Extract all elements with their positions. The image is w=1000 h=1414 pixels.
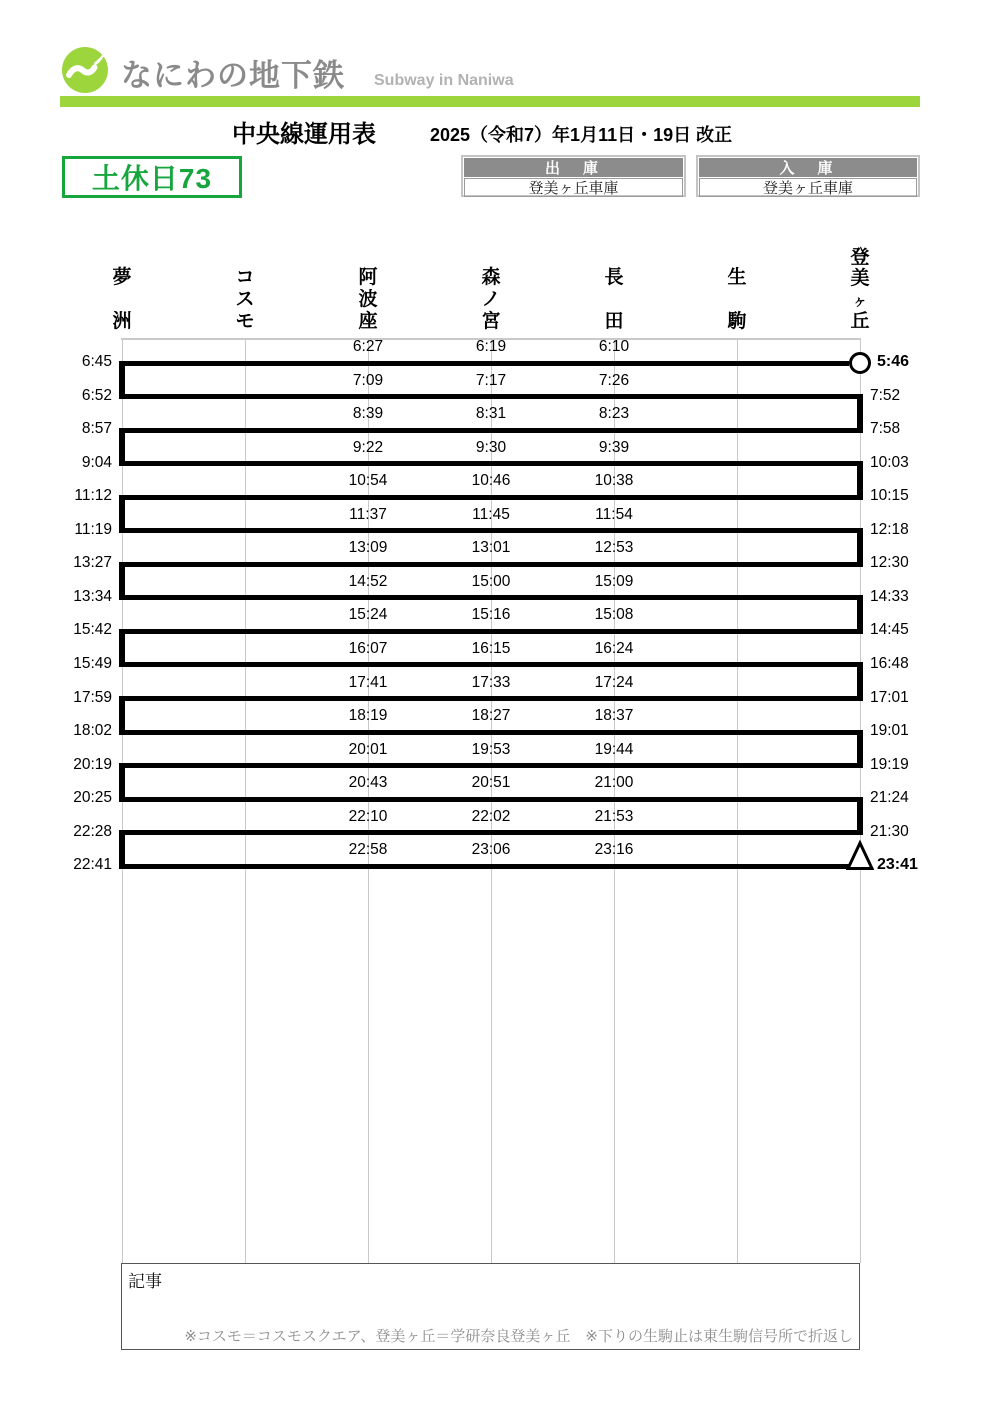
mid-time-label: 9:39 bbox=[598, 438, 630, 456]
left-time-label: 20:19 bbox=[73, 755, 112, 773]
right-time-label: 14:45 bbox=[870, 621, 909, 639]
station-label-char: 宮 bbox=[481, 311, 501, 332]
notes-box bbox=[121, 1263, 860, 1350]
notes-footnote: ※コスモ＝コスモスクエア、登美ヶ丘＝学研奈良登美ヶ丘 ※下りの生駒止は東生駒信号所で折返し bbox=[184, 1328, 853, 1345]
mid-time-label: 17:33 bbox=[471, 673, 511, 691]
turnback-connector bbox=[119, 562, 125, 601]
depot-in-header: 入 庫 bbox=[699, 158, 917, 177]
mid-time-label: 9:22 bbox=[352, 438, 384, 456]
right-time-label: 19:01 bbox=[870, 722, 909, 740]
station-label-char: ス bbox=[235, 289, 255, 310]
turnback-connector bbox=[857, 528, 863, 567]
run-bar bbox=[119, 361, 849, 366]
right-time-label: 10:15 bbox=[870, 487, 909, 505]
left-time-label: 11:19 bbox=[74, 520, 112, 538]
mid-time-label: 6:27 bbox=[352, 338, 384, 355]
turnback-connector bbox=[857, 461, 863, 500]
run-bar bbox=[119, 662, 863, 667]
run-bar bbox=[119, 763, 863, 768]
left-time-label: 8:57 bbox=[81, 420, 112, 438]
left-time-label: 22:41 bbox=[73, 856, 112, 874]
mid-time-label: 22:02 bbox=[471, 807, 511, 825]
station-label bbox=[481, 268, 500, 332]
station-label bbox=[358, 268, 377, 332]
run-bar bbox=[119, 797, 863, 802]
left-time-label: 11:12 bbox=[74, 487, 112, 505]
mid-time-label: 15:00 bbox=[471, 572, 511, 590]
mid-time-label: 7:26 bbox=[598, 371, 630, 389]
mid-time-label: 15:16 bbox=[471, 606, 511, 624]
mid-time-label: 9:30 bbox=[475, 438, 507, 456]
station-label-char: 美 bbox=[850, 268, 870, 290]
run-bar bbox=[119, 730, 863, 735]
turnback-connector bbox=[857, 662, 863, 701]
turnback-connector bbox=[857, 730, 863, 769]
mid-time-label: 14:52 bbox=[348, 572, 388, 590]
mid-time-label: 18:19 bbox=[348, 707, 388, 725]
station-label-char: 田 bbox=[604, 311, 624, 332]
station-label-char: 森 bbox=[481, 267, 501, 288]
mid-time-label: 19:44 bbox=[594, 740, 634, 758]
left-time-label: 13:34 bbox=[73, 587, 112, 605]
turnback-connector bbox=[857, 595, 863, 634]
left-time-label: 20:25 bbox=[73, 789, 112, 807]
mid-time-label: 19:53 bbox=[471, 740, 511, 758]
depot-out-circle-symbol bbox=[849, 352, 871, 374]
turnback-connector bbox=[119, 696, 125, 735]
left-time-label: 6:52 bbox=[81, 386, 112, 404]
mid-time-label: 21:00 bbox=[594, 774, 634, 792]
mid-time-label: 15:24 bbox=[348, 606, 388, 624]
run-bar bbox=[119, 864, 849, 869]
mid-time-label: 13:01 bbox=[471, 539, 511, 557]
mid-time-label: 10:54 bbox=[348, 472, 388, 490]
brand-name: なにわの地下鉄 bbox=[121, 58, 345, 93]
right-time-label: 21:24 bbox=[870, 789, 909, 807]
right-time-label: 17:01 bbox=[870, 688, 909, 706]
depot-out-header: 出 庫 bbox=[464, 158, 683, 177]
mid-time-label: 22:58 bbox=[348, 841, 388, 859]
station-label-char: 長 bbox=[604, 267, 624, 288]
run-bar bbox=[119, 629, 863, 634]
mid-time-label: 11:45 bbox=[472, 505, 510, 523]
mid-time-label: 17:24 bbox=[594, 673, 634, 691]
station-label-char: ヶ bbox=[852, 292, 867, 309]
left-time-label: 6:45 bbox=[81, 353, 112, 370]
right-time-label: 5:46 bbox=[877, 353, 910, 370]
turnback-connector bbox=[119, 361, 125, 400]
mid-time-label: 7:09 bbox=[352, 371, 384, 389]
right-time-label: 21:30 bbox=[870, 822, 909, 840]
mid-time-label: 8:39 bbox=[352, 405, 384, 423]
mid-time-label: 16:07 bbox=[348, 639, 388, 657]
depot-in-value: 登美ヶ丘車庫 bbox=[699, 178, 917, 197]
turnback-connector bbox=[857, 797, 863, 836]
station-label-char: 生 bbox=[727, 267, 747, 288]
left-time-label: 15:49 bbox=[73, 654, 112, 672]
mid-time-label: 8:31 bbox=[475, 405, 507, 423]
mid-time-label: 20:51 bbox=[471, 774, 511, 792]
notes-label: 記事 bbox=[128, 1272, 162, 1291]
brand-subtitle: Subway in Naniwa bbox=[374, 72, 514, 89]
station-label-char: 阿 bbox=[358, 267, 378, 288]
run-bar bbox=[119, 830, 863, 835]
left-time-label: 9:04 bbox=[81, 453, 112, 471]
station-label bbox=[112, 268, 131, 332]
mid-time-label: 18:37 bbox=[594, 707, 634, 725]
turnback-connector bbox=[119, 495, 125, 534]
duty-number-badge: 土休日73 bbox=[62, 156, 242, 198]
run-bar bbox=[119, 562, 863, 567]
mid-time-label: 12:53 bbox=[594, 539, 634, 557]
left-time-label: 22:28 bbox=[73, 822, 112, 840]
run-bar bbox=[119, 394, 863, 399]
mid-time-label: 20:43 bbox=[348, 774, 388, 792]
mid-time-label: 17:41 bbox=[348, 673, 388, 691]
mid-time-label: 11:54 bbox=[595, 505, 633, 523]
left-time-label: 15:42 bbox=[73, 621, 112, 639]
turnback-connector bbox=[119, 763, 125, 802]
station-label-char: 夢 bbox=[112, 267, 132, 288]
turnback-connector bbox=[119, 428, 125, 467]
mid-time-label: 11:37 bbox=[349, 505, 387, 523]
mid-time-label: 10:46 bbox=[471, 472, 511, 490]
depot-out-value: 登美ヶ丘車庫 bbox=[464, 178, 683, 197]
station-label bbox=[727, 268, 746, 332]
mid-time-label: 16:15 bbox=[471, 639, 511, 657]
station-label bbox=[604, 268, 623, 332]
left-time-label: 13:27 bbox=[73, 554, 112, 572]
mid-time-label: 6:10 bbox=[598, 338, 630, 355]
mid-time-label: 6:19 bbox=[475, 338, 507, 355]
mid-time-label: 13:09 bbox=[348, 539, 388, 557]
station-label-char: 丘 bbox=[850, 310, 870, 332]
mid-time-label: 18:27 bbox=[471, 707, 511, 725]
mid-time-label: 15:09 bbox=[594, 572, 634, 590]
mid-time-label: 21:53 bbox=[594, 807, 634, 825]
right-time-label: 10:03 bbox=[870, 453, 909, 471]
right-time-label: 14:33 bbox=[870, 587, 909, 605]
right-time-label: 19:19 bbox=[870, 755, 909, 773]
station-label-char: モ bbox=[235, 311, 255, 332]
mid-time-label: 23:06 bbox=[471, 841, 511, 859]
station-label-char: 洲 bbox=[112, 311, 132, 332]
station-label bbox=[850, 248, 869, 332]
station-label-char: コ bbox=[235, 267, 255, 288]
mid-time-label: 22:10 bbox=[348, 807, 388, 825]
turnback-connector bbox=[857, 394, 863, 433]
mid-time-label: 16:24 bbox=[594, 639, 634, 657]
right-time-label: 7:58 bbox=[870, 420, 901, 438]
right-time-label: 16:48 bbox=[870, 654, 909, 672]
station-label-char: 登 bbox=[850, 247, 870, 268]
station-label bbox=[235, 268, 254, 332]
right-time-label: 23:41 bbox=[877, 856, 918, 874]
turnback-connector bbox=[119, 629, 125, 668]
run-bar bbox=[119, 461, 863, 466]
run-bar bbox=[119, 528, 863, 533]
run-bar bbox=[119, 495, 863, 500]
mid-time-label: 15:08 bbox=[594, 606, 634, 624]
right-time-label: 12:30 bbox=[870, 554, 909, 572]
run-bar bbox=[119, 696, 863, 701]
station-label-char: 駒 bbox=[727, 311, 747, 332]
station-label-char: 波 bbox=[358, 289, 378, 310]
right-time-label: 7:52 bbox=[870, 386, 901, 404]
station-label-char: 座 bbox=[358, 311, 378, 332]
run-bar bbox=[119, 595, 863, 600]
right-time-label: 12:18 bbox=[870, 520, 909, 538]
mid-time-label: 20:01 bbox=[348, 740, 388, 758]
page-title: 中央線運用表 bbox=[232, 121, 376, 148]
turnback-connector bbox=[119, 830, 125, 869]
mid-time-label: 23:16 bbox=[594, 841, 634, 859]
run-bar bbox=[119, 428, 863, 433]
station-label-char: ノ bbox=[481, 289, 501, 310]
mid-time-label: 7:17 bbox=[475, 371, 507, 389]
left-time-label: 18:02 bbox=[73, 722, 112, 740]
revision-date: 2025（令和7）年1月11日・19日 改正 bbox=[430, 125, 733, 145]
mid-time-label: 10:38 bbox=[594, 472, 634, 490]
left-time-label: 17:59 bbox=[73, 688, 112, 706]
depot-in-triangle-symbol bbox=[846, 840, 874, 870]
mid-time-label: 8:23 bbox=[598, 405, 630, 423]
